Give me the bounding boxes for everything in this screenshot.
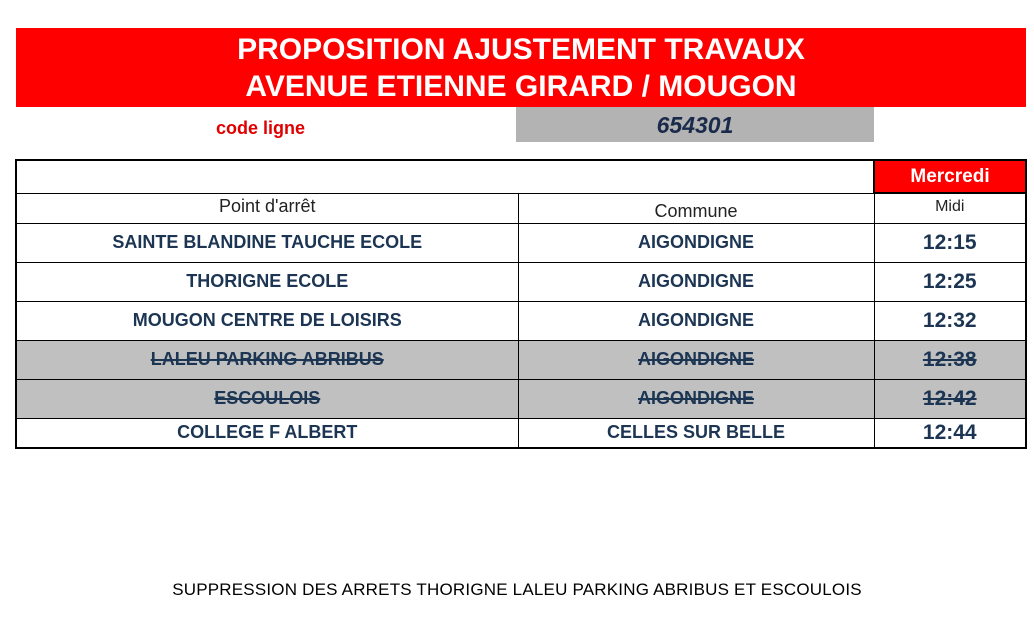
departure-time: 12:38: [874, 340, 1026, 379]
empty-header-cell: [16, 160, 874, 193]
table-row: [16, 301, 1026, 340]
stop-name: SAINTE BLANDINE TAUCHE ECOLE: [16, 223, 518, 262]
day-header: Mercredi: [874, 160, 1026, 193]
column-header-time: Midi: [874, 193, 1026, 223]
commune-name: AIGONDIGNE: [518, 262, 874, 301]
departure-time: 12:42: [874, 379, 1026, 418]
table-row: [16, 262, 1026, 301]
departure-time: 12:25: [874, 262, 1026, 301]
code-ligne-label: code ligne: [216, 118, 306, 138]
schedule-table: [15, 159, 1027, 449]
commune-name: AIGONDIGNE: [518, 223, 874, 262]
commune-name: AIGONDIGNE: [518, 379, 874, 418]
table-day-row: [16, 160, 1026, 193]
column-header-stop: Point d'arrêt: [16, 193, 518, 223]
title-line-1: PROPOSITION AJUSTEMENT TRAVAUX: [237, 33, 805, 66]
table-row-removed: [16, 340, 1026, 379]
commune-name: AIGONDIGNE: [518, 340, 874, 379]
title-banner: [16, 28, 1026, 107]
title-line-2: AVENUE ETIENNE GIRARD / MOUGON: [245, 70, 797, 103]
departure-time: 12:32: [874, 301, 1026, 340]
stop-name: MOUGON CENTRE DE LOISIRS: [16, 301, 518, 340]
departure-time: 12:15: [874, 223, 1026, 262]
stop-name: COLLEGE F ALBERT: [16, 418, 518, 448]
stop-name: LALEU PARKING ABRIBUS: [16, 340, 518, 379]
code-ligne-value: 654301: [516, 107, 874, 142]
table-header-row: [16, 193, 1026, 223]
departure-time: 12:44: [874, 418, 1026, 448]
footer-note: SUPPRESSION DES ARRETS THORIGNE LALEU PARKING ABRIBUS ET ESCOULOIS: [172, 580, 862, 599]
stop-name: THORIGNE ECOLE: [16, 262, 518, 301]
commune-name: CELLES SUR BELLE: [518, 418, 874, 448]
table-row: [16, 223, 1026, 262]
table-row: [16, 418, 1026, 448]
commune-name: AIGONDIGNE: [518, 301, 874, 340]
column-header-commune: Commune: [518, 193, 874, 223]
table-row-removed: [16, 379, 1026, 418]
stop-name: ESCOULOIS: [16, 379, 518, 418]
